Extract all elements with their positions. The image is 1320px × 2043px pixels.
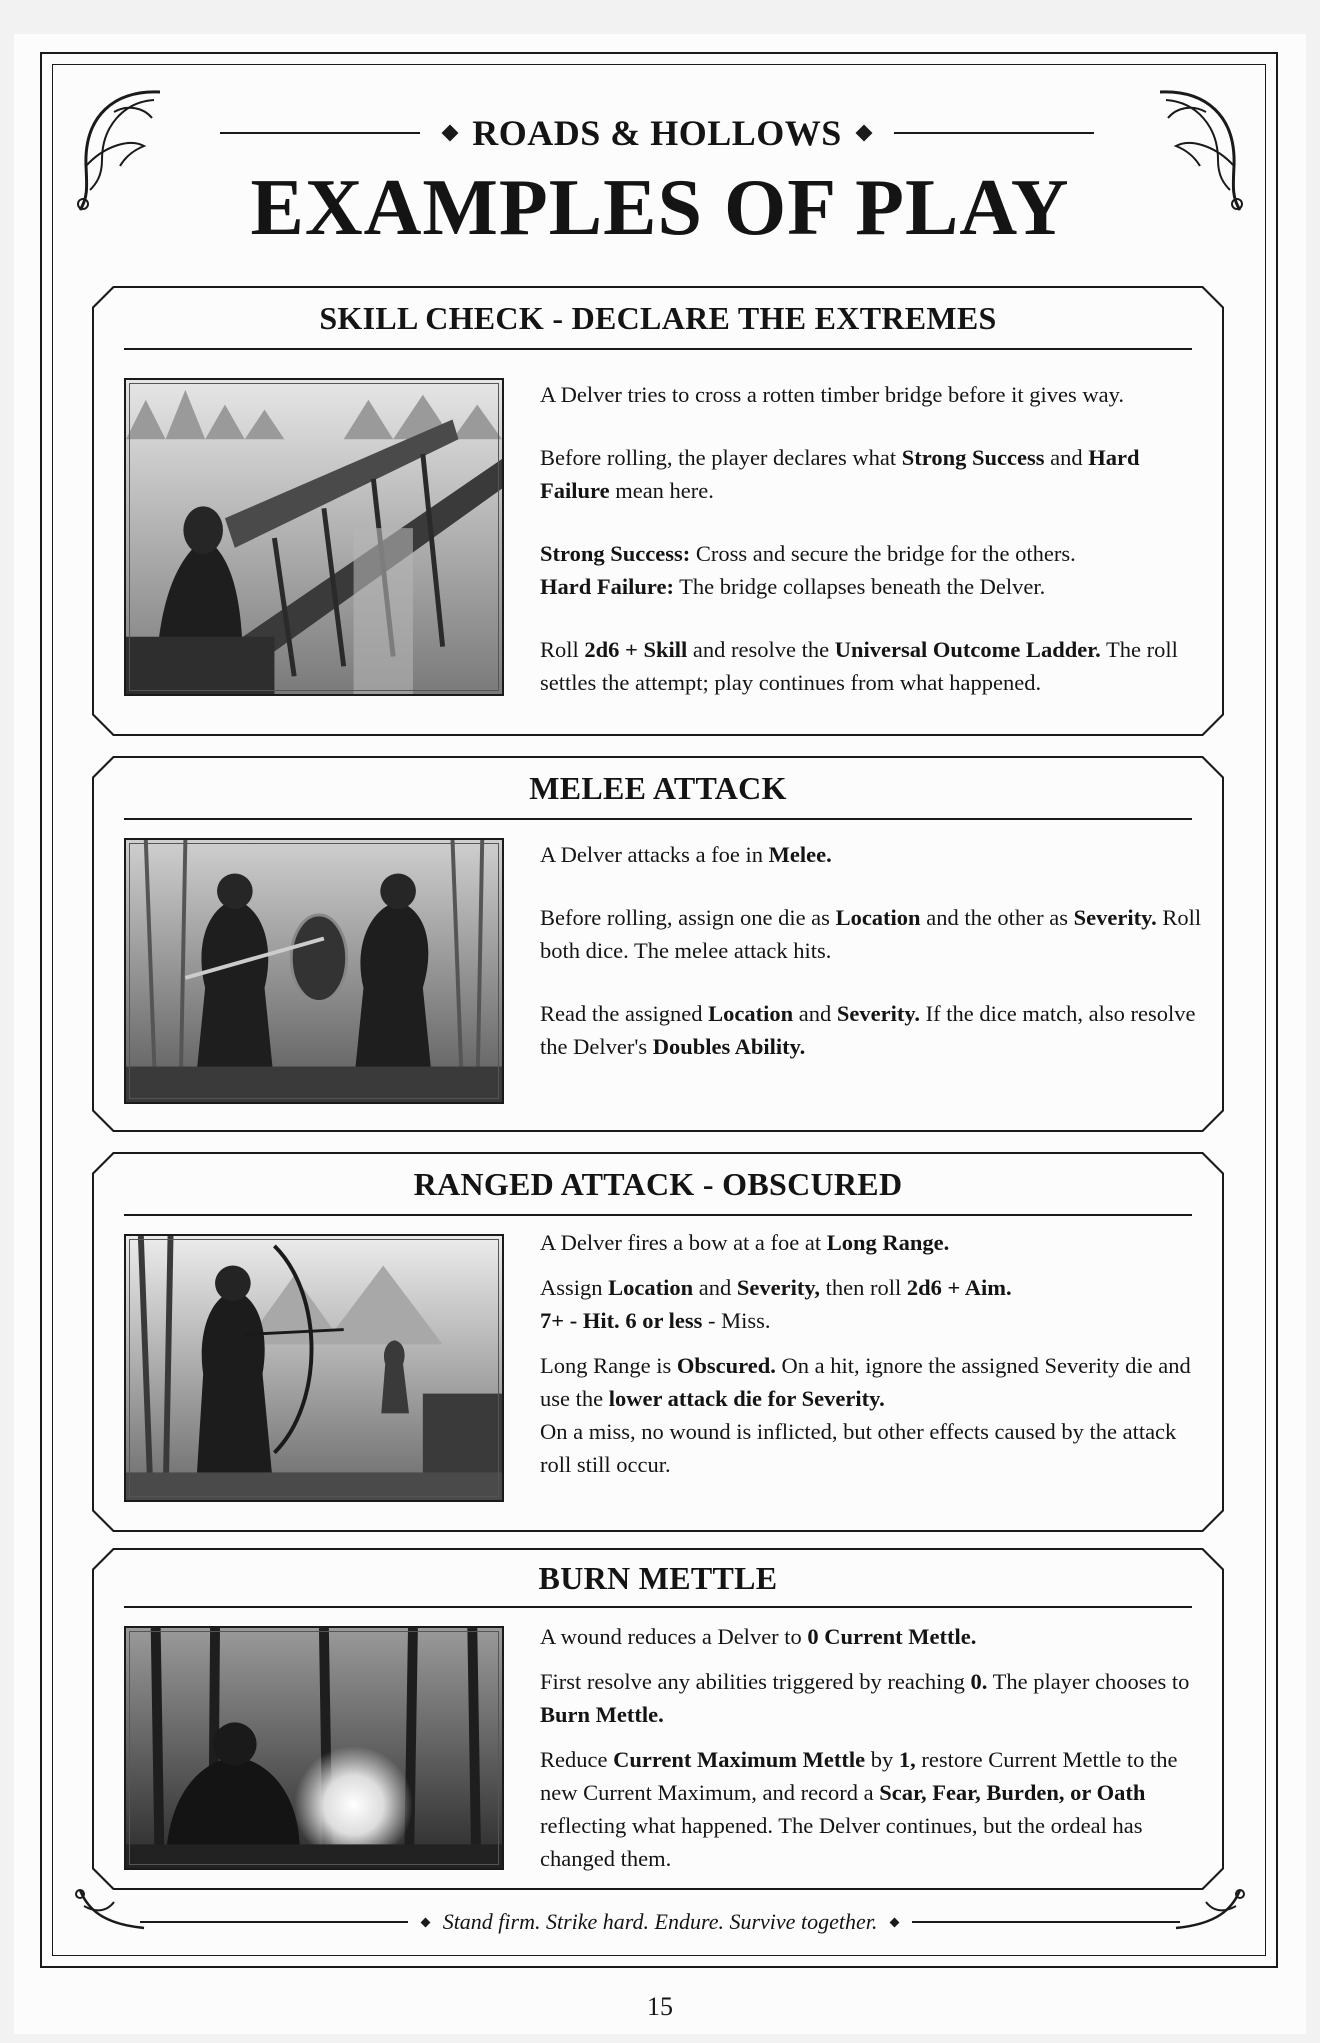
text-run: by [865, 1747, 899, 1772]
text-run: restore Current Mettle to the new Current Maximum, and record a [540, 1747, 1178, 1805]
section-rule [124, 1606, 1192, 1608]
text-run: and resolve the [687, 637, 835, 662]
header-rule-right [894, 132, 1094, 134]
diamond-icon [420, 1917, 430, 1927]
bold-term: 2d6 + Skill [584, 637, 688, 662]
paragraph [540, 441, 1208, 507]
text-run: Long Range is [540, 1353, 677, 1378]
series-name [438, 112, 876, 154]
bold-term: Severity. [1073, 905, 1157, 930]
text-run: Before rolling, assign one die as [540, 905, 836, 930]
text-run: On a miss, no wound is inflicted, but other effects caused by the attack roll still occur. [540, 1419, 1177, 1477]
text-run: A Delver fires a bow at a foe at [540, 1230, 827, 1255]
bold-term: Current Maximum Mettle [613, 1747, 866, 1772]
text-run: On a hit, ignore the assigned Severity die and use the [540, 1353, 1191, 1411]
paragraph [540, 1349, 1208, 1481]
text-run: Cross and secure the bridge for the others. [690, 541, 1076, 566]
footer-rule-right [912, 1921, 1180, 1923]
text-run: then roll [820, 1275, 907, 1300]
bold-term: Location [835, 905, 921, 930]
text-run: A Delver attacks a foe in [540, 842, 769, 867]
text-run: and [1044, 445, 1089, 470]
bold-term: 2d6 + Aim. [906, 1275, 1012, 1300]
text-run: The roll settles the attempt; play continues from what happened. [540, 637, 1178, 695]
text-run: Read the assigned [540, 1001, 709, 1026]
text-run: Roll both dice. The melee attack hits. [540, 905, 1202, 963]
text-run: and [793, 1001, 837, 1026]
bold-term: Hard Failure: [540, 574, 674, 599]
text-run: Assign [540, 1275, 609, 1300]
paragraph [540, 633, 1208, 699]
text-run: The player chooses to [987, 1669, 1190, 1694]
bridge-illustration [124, 378, 504, 696]
section-text [540, 1226, 1208, 1511]
section-rule [124, 1214, 1192, 1216]
bold-term: 1, [898, 1747, 916, 1772]
bold-term: Strong Success [901, 445, 1045, 470]
section-title: SKILL CHECK - DECLARE THE EXTREMES [319, 300, 997, 336]
text-run: Roll [540, 637, 585, 662]
text-run: First resolve any abilities triggered by reaching [540, 1669, 971, 1694]
diamond-icon [855, 125, 872, 142]
paragraph [540, 537, 1208, 603]
text-run: If the dice match, also resolve the Delver's [540, 1001, 1196, 1059]
section-title: RANGED ATTACK - OBSCURED [413, 1166, 903, 1202]
bold-term: Location [708, 1001, 794, 1026]
section-text [540, 838, 1208, 1093]
footer-motto: Stand firm. Strike hard. Endure. Survive together. [442, 1909, 878, 1934]
bold-term: lower attack die for Severity. [608, 1386, 885, 1411]
diamond-icon [890, 1917, 900, 1927]
text-run: reflecting what happened. The Delver continues, but the ordeal has changed them. [540, 1813, 1143, 1871]
section-rule [124, 348, 1192, 350]
text-run: The bridge collapses beneath the Delver. [673, 574, 1046, 599]
series-label: ROADS & HOLLOWS [472, 113, 842, 153]
bold-term: Melee. [768, 842, 832, 867]
bold-term: Obscured. [676, 1353, 776, 1378]
footer-motto-bar [140, 1904, 1180, 1940]
bold-term: Doubles Ability. [652, 1034, 806, 1059]
section-title: BURN METTLE [538, 1560, 778, 1596]
section-title: MELEE ATTACK [529, 770, 787, 806]
paragraph [540, 1620, 1208, 1653]
text-run: A wound reduces a Delver to [540, 1624, 808, 1649]
bold-term: Burn Mettle. [540, 1702, 664, 1727]
paragraph [540, 997, 1208, 1063]
paragraph [540, 1743, 1208, 1875]
bold-term: Strong Success: [540, 541, 691, 566]
section-rule [124, 818, 1192, 820]
text-run: and the other as [920, 905, 1074, 930]
header-rule-left [220, 132, 420, 134]
bold-term: Severity. [836, 1001, 920, 1026]
text-run: Before rolling, the player declares what [540, 445, 902, 470]
text-run: - Miss. [702, 1308, 771, 1333]
bold-term: Location [608, 1275, 694, 1300]
paragraph [540, 378, 1208, 411]
section-text [540, 1620, 1208, 1887]
bold-term: Scar, Fear, Burden, or Oath [879, 1780, 1146, 1805]
footer-rule-left [140, 1921, 408, 1923]
paragraph [540, 1665, 1208, 1731]
bold-term: 6 or less [625, 1308, 703, 1333]
text-run: and [693, 1275, 737, 1300]
bold-term: Long Range. [826, 1230, 950, 1255]
bold-term: Severity, [736, 1275, 821, 1300]
diamond-icon [442, 125, 459, 142]
bold-term: 0 Current Mettle. [807, 1624, 977, 1649]
campfire-illustration [124, 1626, 504, 1870]
bold-term: 0. [970, 1669, 988, 1694]
paragraph [540, 1226, 1208, 1259]
paragraph [540, 1271, 1208, 1337]
text-run: Reduce [540, 1747, 614, 1772]
melee-illustration [124, 838, 504, 1104]
page-title: EXAMPLES OF PLAY [250, 164, 1070, 252]
text-run: mean here. [609, 478, 714, 503]
paragraph [540, 901, 1208, 967]
bold-term: Universal Outcome Ladder. [834, 637, 1101, 662]
section-text [540, 378, 1208, 729]
series-header [212, 110, 1102, 156]
bold-term: Hard Failure [540, 445, 1140, 503]
paragraph [540, 838, 1208, 871]
bold-term: 7+ - Hit. [540, 1308, 620, 1333]
archer-illustration [124, 1234, 504, 1502]
page-number: 15 [647, 1992, 673, 2021]
text-run: A Delver tries to cross a rotten timber bridge before it gives way. [540, 382, 1124, 407]
